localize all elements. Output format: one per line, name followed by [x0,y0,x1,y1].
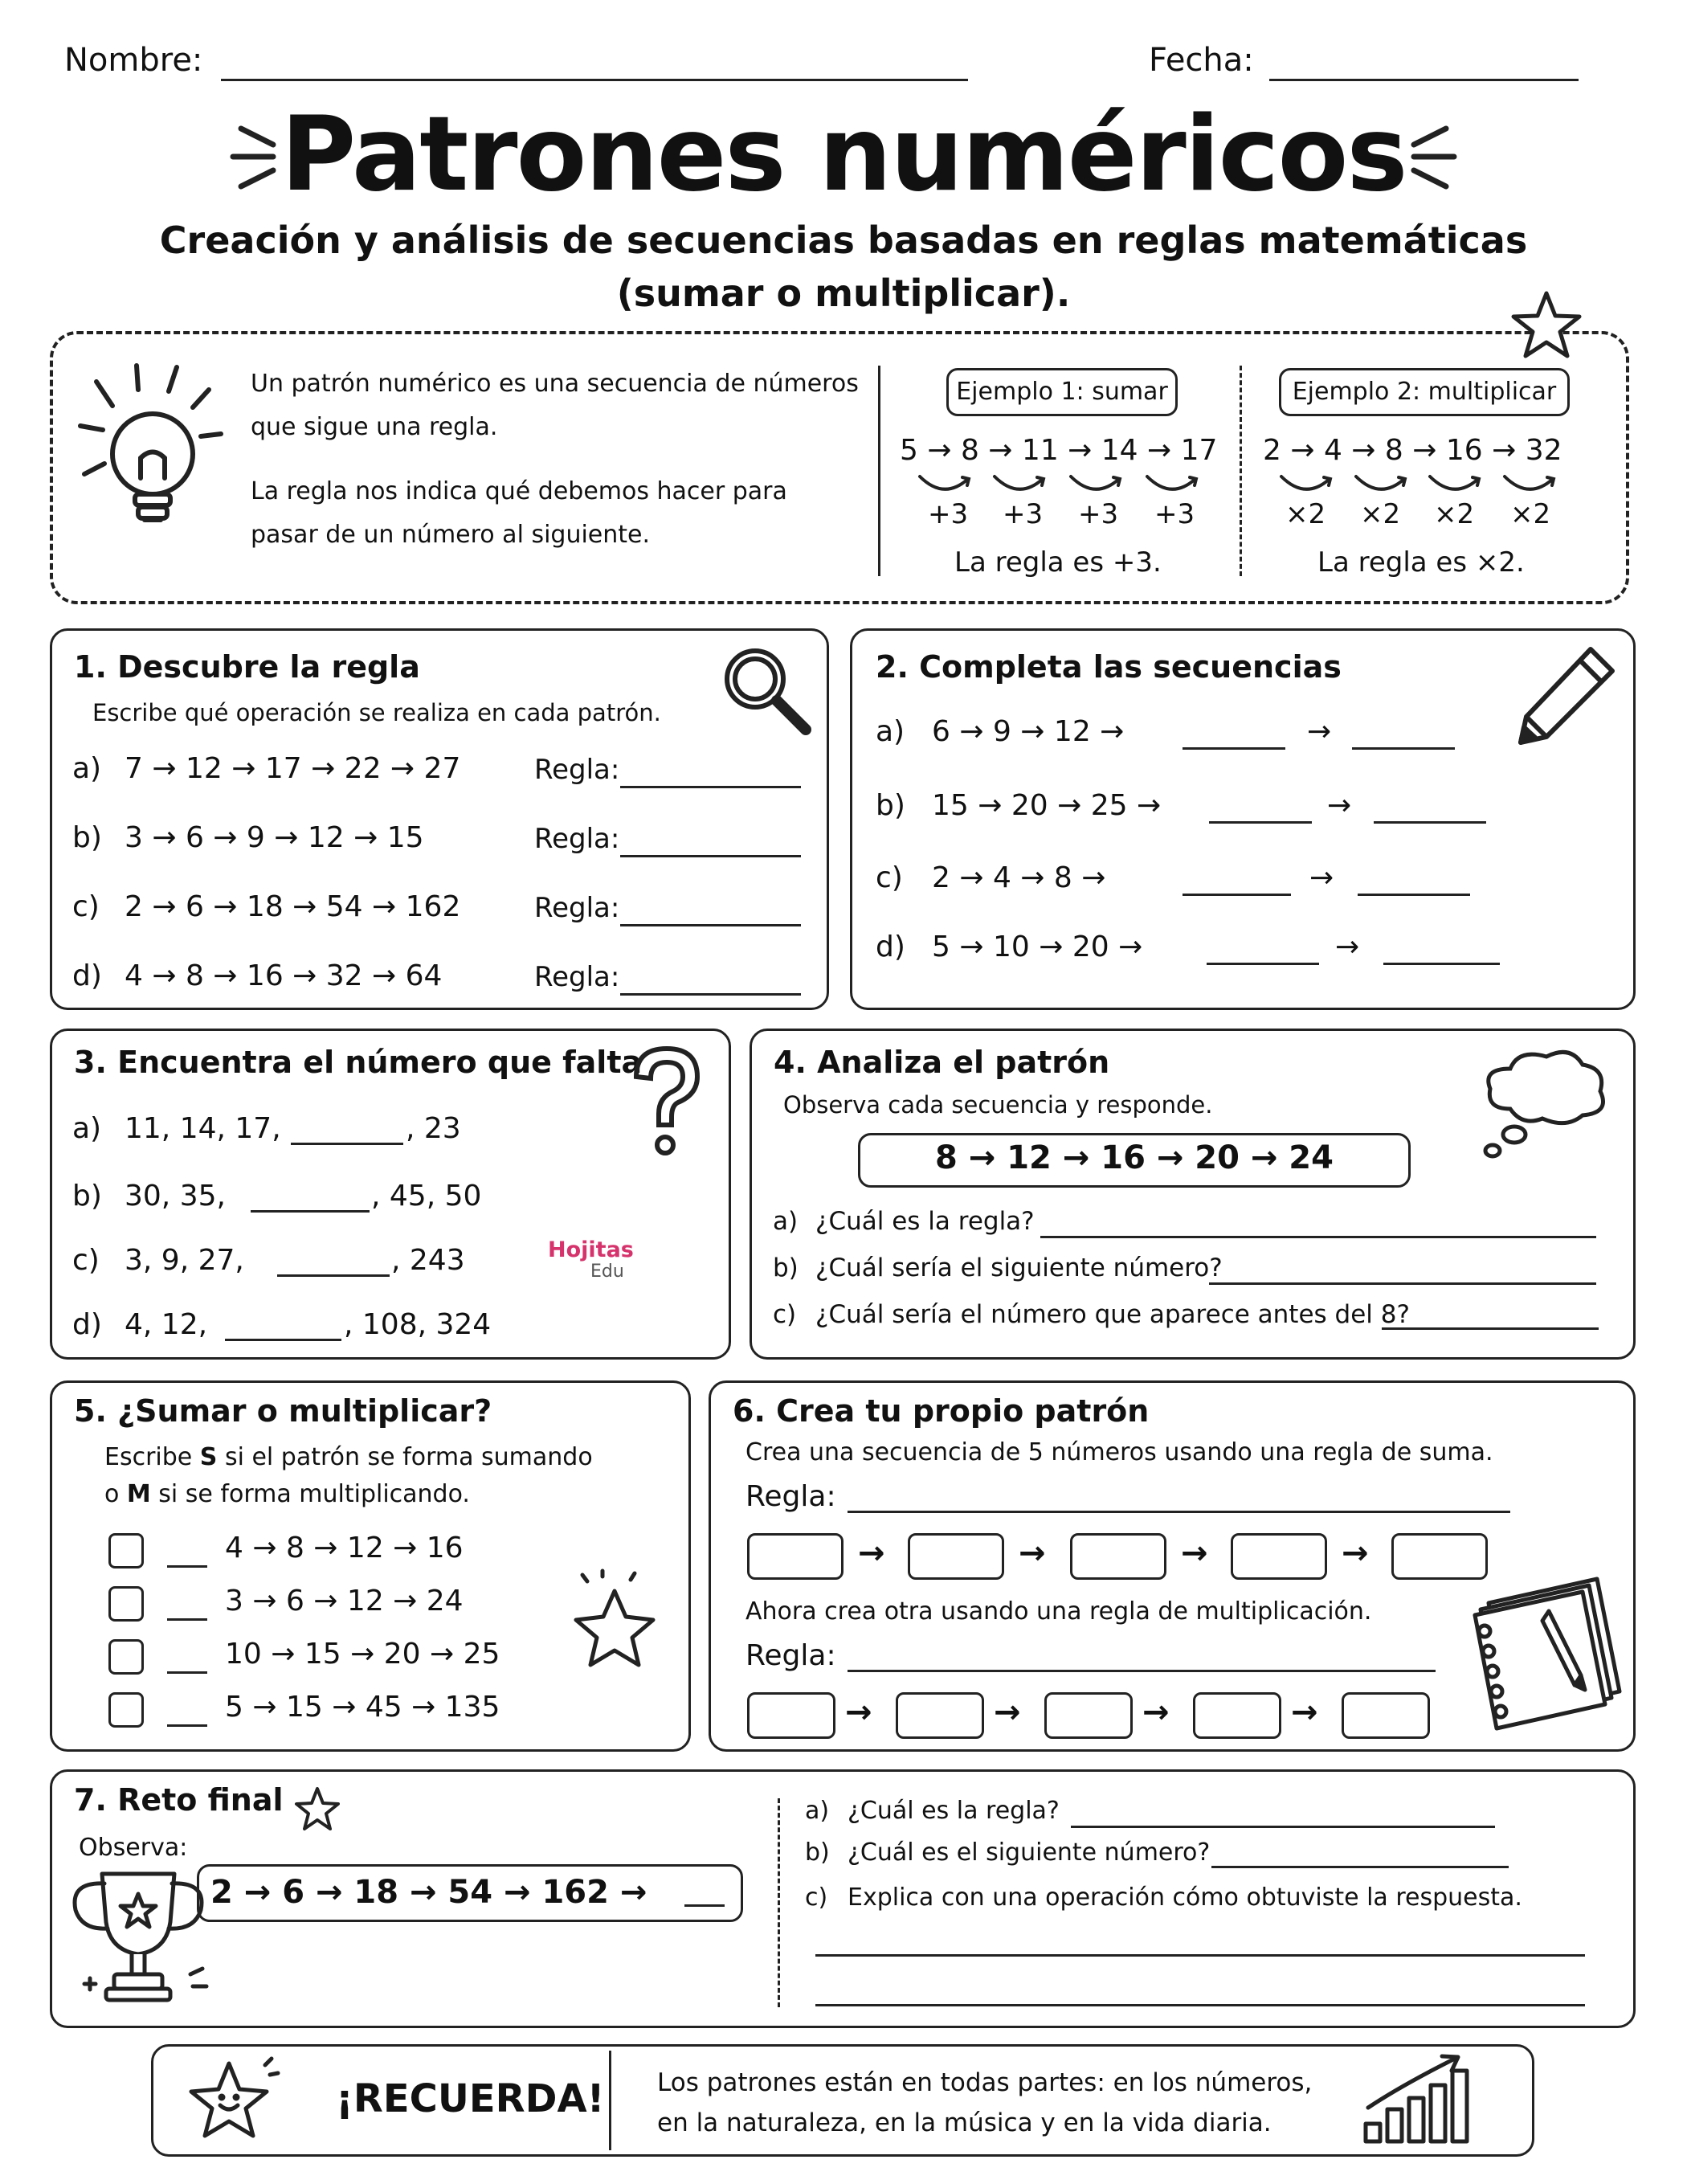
notebook-icon [1452,1571,1629,1740]
s3-letter: c) [72,1244,100,1277]
example2-step: ×2 [1434,498,1475,530]
s2-sequence: 15 → 20 → 25 → [932,789,1162,822]
example1-step: +3 [1154,498,1195,530]
s3-after: , 108, 324 [344,1308,492,1341]
s1-sequence: 3 → 6 → 9 → 12 → 15 [125,821,424,854]
s2-arrow: → [1307,715,1332,748]
s6-arrow: → [858,1535,885,1572]
s6-rule-field[interactable] [848,1511,1510,1513]
s5-answer-field[interactable] [167,1565,207,1568]
s2-answer-field[interactable] [1209,821,1312,824]
thought-cloud-icon [1470,1045,1615,1165]
intro-text-1a: Un patrón numérico es una secuencia de números [251,370,859,398]
s5-checkbox[interactable] [108,1533,144,1568]
name-label: Nombre: [64,42,203,79]
intro-divider [878,366,880,576]
s7-explanation-line[interactable] [815,2004,1585,2006]
s2-letter: d) [876,930,905,963]
s4-question: ¿Cuál es la regla? [815,1207,1035,1236]
s7-letter: a) [805,1797,830,1825]
s1-letter: d) [72,959,102,992]
s1-sequence: 2 → 6 → 18 → 54 → 162 [125,890,461,923]
s5-answer-field[interactable] [167,1671,207,1674]
s7-question: Explica con una operación cómo obtuviste la respuesta. [848,1883,1522,1912]
s6-number-box[interactable] [908,1533,1004,1580]
pencil-icon [1514,643,1619,747]
s4-letter: a) [773,1207,799,1236]
smiling-star-icon [185,2055,281,2148]
s6-number-box[interactable] [747,1533,844,1580]
intro-text-1b: que sigue una regla. [251,413,498,441]
s1-letter: a) [72,752,102,785]
s7-explanation-line[interactable] [815,1954,1585,1957]
reminder-line1: Los patrones están en todas partes: en los números, [657,2068,1313,2097]
s6-number-box[interactable] [1044,1692,1133,1739]
s5-checkbox[interactable] [108,1639,144,1675]
s2-answer-field[interactable] [1183,747,1285,750]
s1-rule-label: Regla: [534,823,620,855]
s1-rule-field[interactable] [620,855,801,857]
star-icon [1510,289,1583,362]
s1-letter: b) [72,821,102,854]
section1-title: 1. Descubre la regla [74,649,420,685]
s2-answer-field[interactable] [1358,894,1470,896]
s4-answer-field[interactable] [1382,1327,1599,1330]
example1-sequence: 5 → 8 → 11 → 14 → 17 [900,434,1218,467]
example1-step: +3 [928,498,969,530]
section3-title: 3. Encuentra el número que falta [74,1045,643,1080]
star-icon [293,1785,341,1834]
s6-instructions-2: Ahora crea otra usando una regla de multiplicación. [745,1597,1372,1626]
star-sparkle-icon [566,1567,671,1695]
s7-divider [778,1798,780,2007]
intro-text-2b: pasar de un número al siguiente. [251,521,651,549]
s6-rule-label: Regla: [745,1480,836,1513]
s5-checkbox[interactable] [108,1586,144,1622]
date-field[interactable] [1269,79,1579,81]
page-title: Patrones numéricos [280,95,1407,215]
s6-arrow: → [1181,1535,1208,1572]
example1-label: Ejemplo 1: sumar [956,378,1168,406]
s1-sequence: 4 → 8 → 16 → 32 → 64 [125,959,443,992]
s4-question: ¿Cuál sería el número que aparece antes del 8? [815,1300,1410,1329]
s7-letter: b) [805,1838,830,1867]
s4-letter: c) [773,1300,797,1329]
s2-arrow: → [1335,930,1360,963]
s3-after: , 243 [391,1244,465,1277]
s3-before: 3, 9, 27, [125,1244,244,1277]
s6-arrow: → [1342,1535,1369,1572]
s7-letter: c) [805,1883,828,1912]
s2-sequence: 6 → 9 → 12 → [932,715,1125,748]
s3-before: 4, 12, [125,1308,208,1341]
s3-after: , 23 [406,1112,461,1145]
s1-letter: c) [72,890,100,923]
example2-step: ×2 [1285,498,1326,530]
subtitle-line2: (sumar o multiplicar). [616,272,1071,315]
s1-rule-label: Regla: [534,892,620,924]
intro-text-2a: La regla nos indica qué debemos hacer para [251,477,787,505]
section1-box [50,628,829,1010]
section1-instructions: Escribe qué operación se realiza en cada patrón. [92,699,661,726]
s2-letter: b) [876,789,905,822]
s5-sequence: 5 → 15 → 45 → 135 [225,1691,500,1724]
section7-title: 7. Reto final [74,1782,284,1818]
s6-arrow: → [845,1694,872,1731]
s5-sequence: 3 → 6 → 12 → 24 [225,1585,464,1618]
s5-checkbox[interactable] [108,1692,144,1728]
s6-rule-label: Regla: [745,1639,836,1672]
example-divider [1240,366,1242,576]
s1-rule-field[interactable] [620,993,801,996]
s6-arrow: → [994,1694,1021,1731]
brand-logo-sub: Edu [590,1262,624,1282]
s2-answer-field[interactable] [1383,963,1500,965]
s1-rule-label: Regla: [534,961,620,993]
example1-rule: La regla es +3. [954,546,1162,579]
brand-logo: Hojitas [548,1237,634,1262]
question-mark-icon [627,1045,707,1157]
s1-rule-field[interactable] [620,924,801,926]
s6-number-box[interactable] [896,1692,984,1739]
s7-sequence: 2 → 6 → 18 → 54 → 162 → [210,1874,647,1911]
s6-arrow: → [1291,1694,1318,1731]
s6-instructions-1: Crea una secuencia de 5 números usando una regla de suma. [745,1438,1493,1466]
s4-answer-field[interactable] [1209,1282,1596,1285]
s2-answer-field[interactable] [1207,963,1319,965]
s6-number-box[interactable] [1231,1533,1327,1580]
s6-number-box[interactable] [747,1692,835,1739]
magnifying-glass-icon [719,643,815,739]
s4-question: ¿Cuál sería el siguiente número? [815,1254,1223,1282]
section5-title: 5. ¿Sumar o multiplicar? [74,1393,492,1429]
s3-after: , 45, 50 [371,1180,482,1213]
reminder-divider [609,2051,611,2150]
subtitle-line1: Creación y análisis de secuencias basadas en reglas matemáticas [159,219,1528,262]
s2-arrow: → [1309,861,1334,894]
s2-answer-field[interactable] [1374,821,1486,824]
s6-arrow: → [1019,1535,1046,1572]
s4-sequence: 8 → 12 → 16 → 20 → 24 [935,1139,1334,1176]
s5-instructions-2: o M si se forma multiplicando. [104,1480,470,1508]
s3-letter: d) [72,1308,102,1341]
s7-answer-field[interactable] [1211,1866,1509,1868]
s6-arrow: → [1142,1694,1170,1731]
example2-rule: La regla es ×2. [1317,546,1525,579]
s6-number-box[interactable] [1342,1692,1430,1739]
s5-answer-field[interactable] [167,1724,207,1727]
s4-answer-field[interactable] [1040,1236,1596,1238]
date-label: Fecha: [1149,42,1254,79]
s4-letter: b) [773,1254,799,1282]
lightbulb-icon [72,358,233,542]
s2-letter: c) [876,861,903,894]
s1-sequence: 7 → 12 → 17 → 22 → 27 [125,752,461,785]
reminder-line2: en la naturaleza, en la música y en la vida diaria. [657,2108,1272,2137]
section2-title: 2. Completa las secuencias [876,649,1342,685]
s5-sequence: 10 → 15 → 20 → 25 [225,1638,500,1671]
s7-observe: Observa: [79,1834,188,1862]
s6-number-box[interactable] [1070,1533,1166,1580]
example1-step: +3 [1078,498,1119,530]
reminder-title: ¡RECUERDA! [336,2076,605,2121]
s7-question: ¿Cuál es la regla? [848,1797,1060,1825]
s3-answer-field[interactable] [277,1274,390,1277]
s2-sequence: 5 → 10 → 20 → [932,930,1143,963]
example1-step: +3 [1003,498,1044,530]
section4-title: 4. Analiza el patrón [774,1045,1110,1080]
example2-step: ×2 [1360,498,1401,530]
s2-answer-field[interactable] [1352,747,1455,750]
section4-instructions: Observa cada secuencia y responde. [783,1091,1213,1119]
s7-question: ¿Cuál es el siguiente número? [848,1838,1211,1867]
s7-answer-field[interactable] [1071,1826,1495,1828]
s6-rule-field[interactable] [848,1670,1436,1672]
s3-answer-field[interactable] [251,1210,370,1213]
growth-chart-icon [1362,2053,1482,2149]
name-field[interactable] [221,79,968,81]
s3-answer-field[interactable] [291,1143,403,1145]
s3-answer-field[interactable] [225,1339,341,1341]
s5-instructions-1: Escribe S si el patrón se forma sumando [104,1443,593,1471]
s2-answer-field[interactable] [1183,894,1291,896]
s5-sequence: 4 → 8 → 12 → 16 [225,1532,464,1564]
s3-before: 11, 14, 17, [125,1112,281,1145]
s3-letter: b) [72,1180,102,1213]
s2-arrow: → [1327,789,1352,822]
s1-rule-field[interactable] [620,786,801,788]
s6-number-box[interactable] [1193,1692,1281,1739]
s7-answer-field[interactable] [684,1904,725,1907]
s5-answer-field[interactable] [167,1618,207,1621]
example2-label: Ejemplo 2: multiplicar [1292,378,1557,406]
s3-before: 30, 35, [125,1180,226,1213]
s1-rule-label: Regla: [534,754,620,786]
example2-sequence: 2 → 4 → 8 → 16 → 32 [1263,434,1562,467]
s2-letter: a) [876,715,905,748]
title-sparkle-right-icon [1398,121,1462,193]
s3-letter: a) [72,1112,102,1145]
section6-title: 6. Crea tu propio patrón [733,1393,1150,1429]
example2-step: ×2 [1510,498,1551,530]
s2-sequence: 2 → 4 → 8 → [932,861,1106,894]
